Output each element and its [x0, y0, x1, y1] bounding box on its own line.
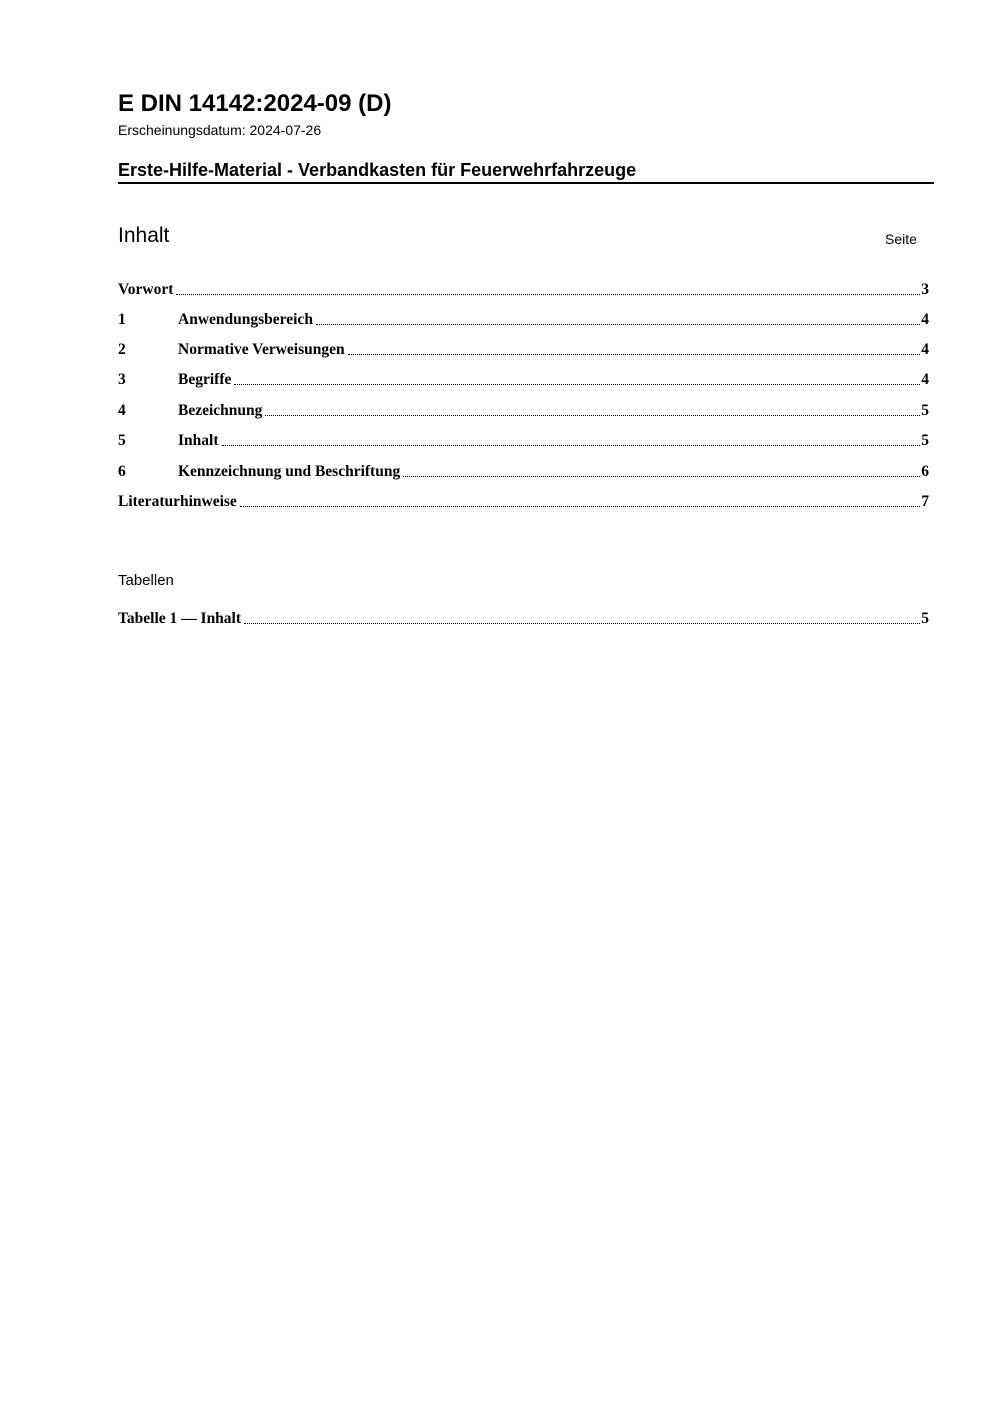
dot-leader [403, 476, 920, 477]
dot-leader [240, 506, 920, 507]
dot-leader [222, 445, 921, 446]
toc-entry-number: 2 [118, 341, 126, 358]
toc-entry-page: 4 [921, 341, 929, 358]
toc-entry-title: Bezeichnung [178, 402, 263, 419]
toc-entry-number: 1 [118, 311, 126, 328]
toc-entry-title: Kennzeichnung und Beschriftung [178, 463, 401, 480]
toc-entry-page: 6 [921, 463, 929, 480]
toc-entry-page: 4 [921, 311, 929, 328]
document-id: E DIN 14142:2024-09 (D) [118, 90, 392, 117]
toc-entry-inhalt[interactable] [118, 431, 929, 451]
toc-entry-title: Anwendungsbereich [178, 311, 313, 328]
toc-entry-title: Begriffe [178, 371, 232, 388]
dot-leader [265, 415, 920, 416]
toc-entry-page: 3 [921, 281, 929, 298]
toc-entry-normative-verweisungen[interactable] [118, 340, 929, 360]
toc-entry-title: Normative Verweisungen [178, 341, 345, 358]
toc-entry-page: 5 [921, 402, 929, 419]
dot-leader [176, 294, 920, 295]
document-title: Erste-Hilfe-Material - Verbandkasten für Feuerwehrfahrzeuge [118, 160, 637, 180]
toc-entry-title: Vorwort [118, 281, 174, 298]
toc-entry-number: 6 [118, 463, 126, 480]
toc-entry-kennzeichnung[interactable] [118, 462, 929, 482]
toc-heading: Inhalt [118, 224, 170, 247]
tables-heading: Tabellen [118, 572, 174, 589]
toc-entry-title: Literaturhinweise [118, 493, 237, 510]
toc-entry-number: 4 [118, 402, 126, 419]
toc-entry-page: 4 [921, 371, 929, 388]
toc-entry-vorwort[interactable] [118, 280, 929, 300]
title-underline [118, 182, 934, 184]
toc-entry-title: Inhalt [178, 432, 219, 449]
toc-entry-page: 5 [921, 432, 929, 449]
publication-date: Erscheinungsdatum: 2024-07-26 [118, 122, 322, 138]
dot-leader [244, 623, 920, 624]
dot-leader [348, 354, 921, 355]
table-entry-page: 5 [921, 610, 929, 627]
toc-entry-literaturhinweise[interactable] [118, 492, 929, 512]
toc-entry-anwendungsbereich[interactable] [118, 310, 929, 330]
toc-entry-begriffe[interactable] [118, 370, 929, 390]
table-entry-title: Tabelle 1 — Inhalt [118, 610, 242, 627]
toc-entry-page: 7 [921, 493, 929, 510]
dot-leader [234, 384, 920, 385]
table-entry-tabelle-1[interactable] [118, 609, 929, 629]
toc-entry-bezeichnung[interactable] [118, 401, 929, 421]
toc-entry-number: 5 [118, 432, 126, 449]
page-column-label: Seite [885, 231, 917, 247]
dot-leader [316, 324, 920, 325]
toc-entry-number: 3 [118, 371, 126, 388]
